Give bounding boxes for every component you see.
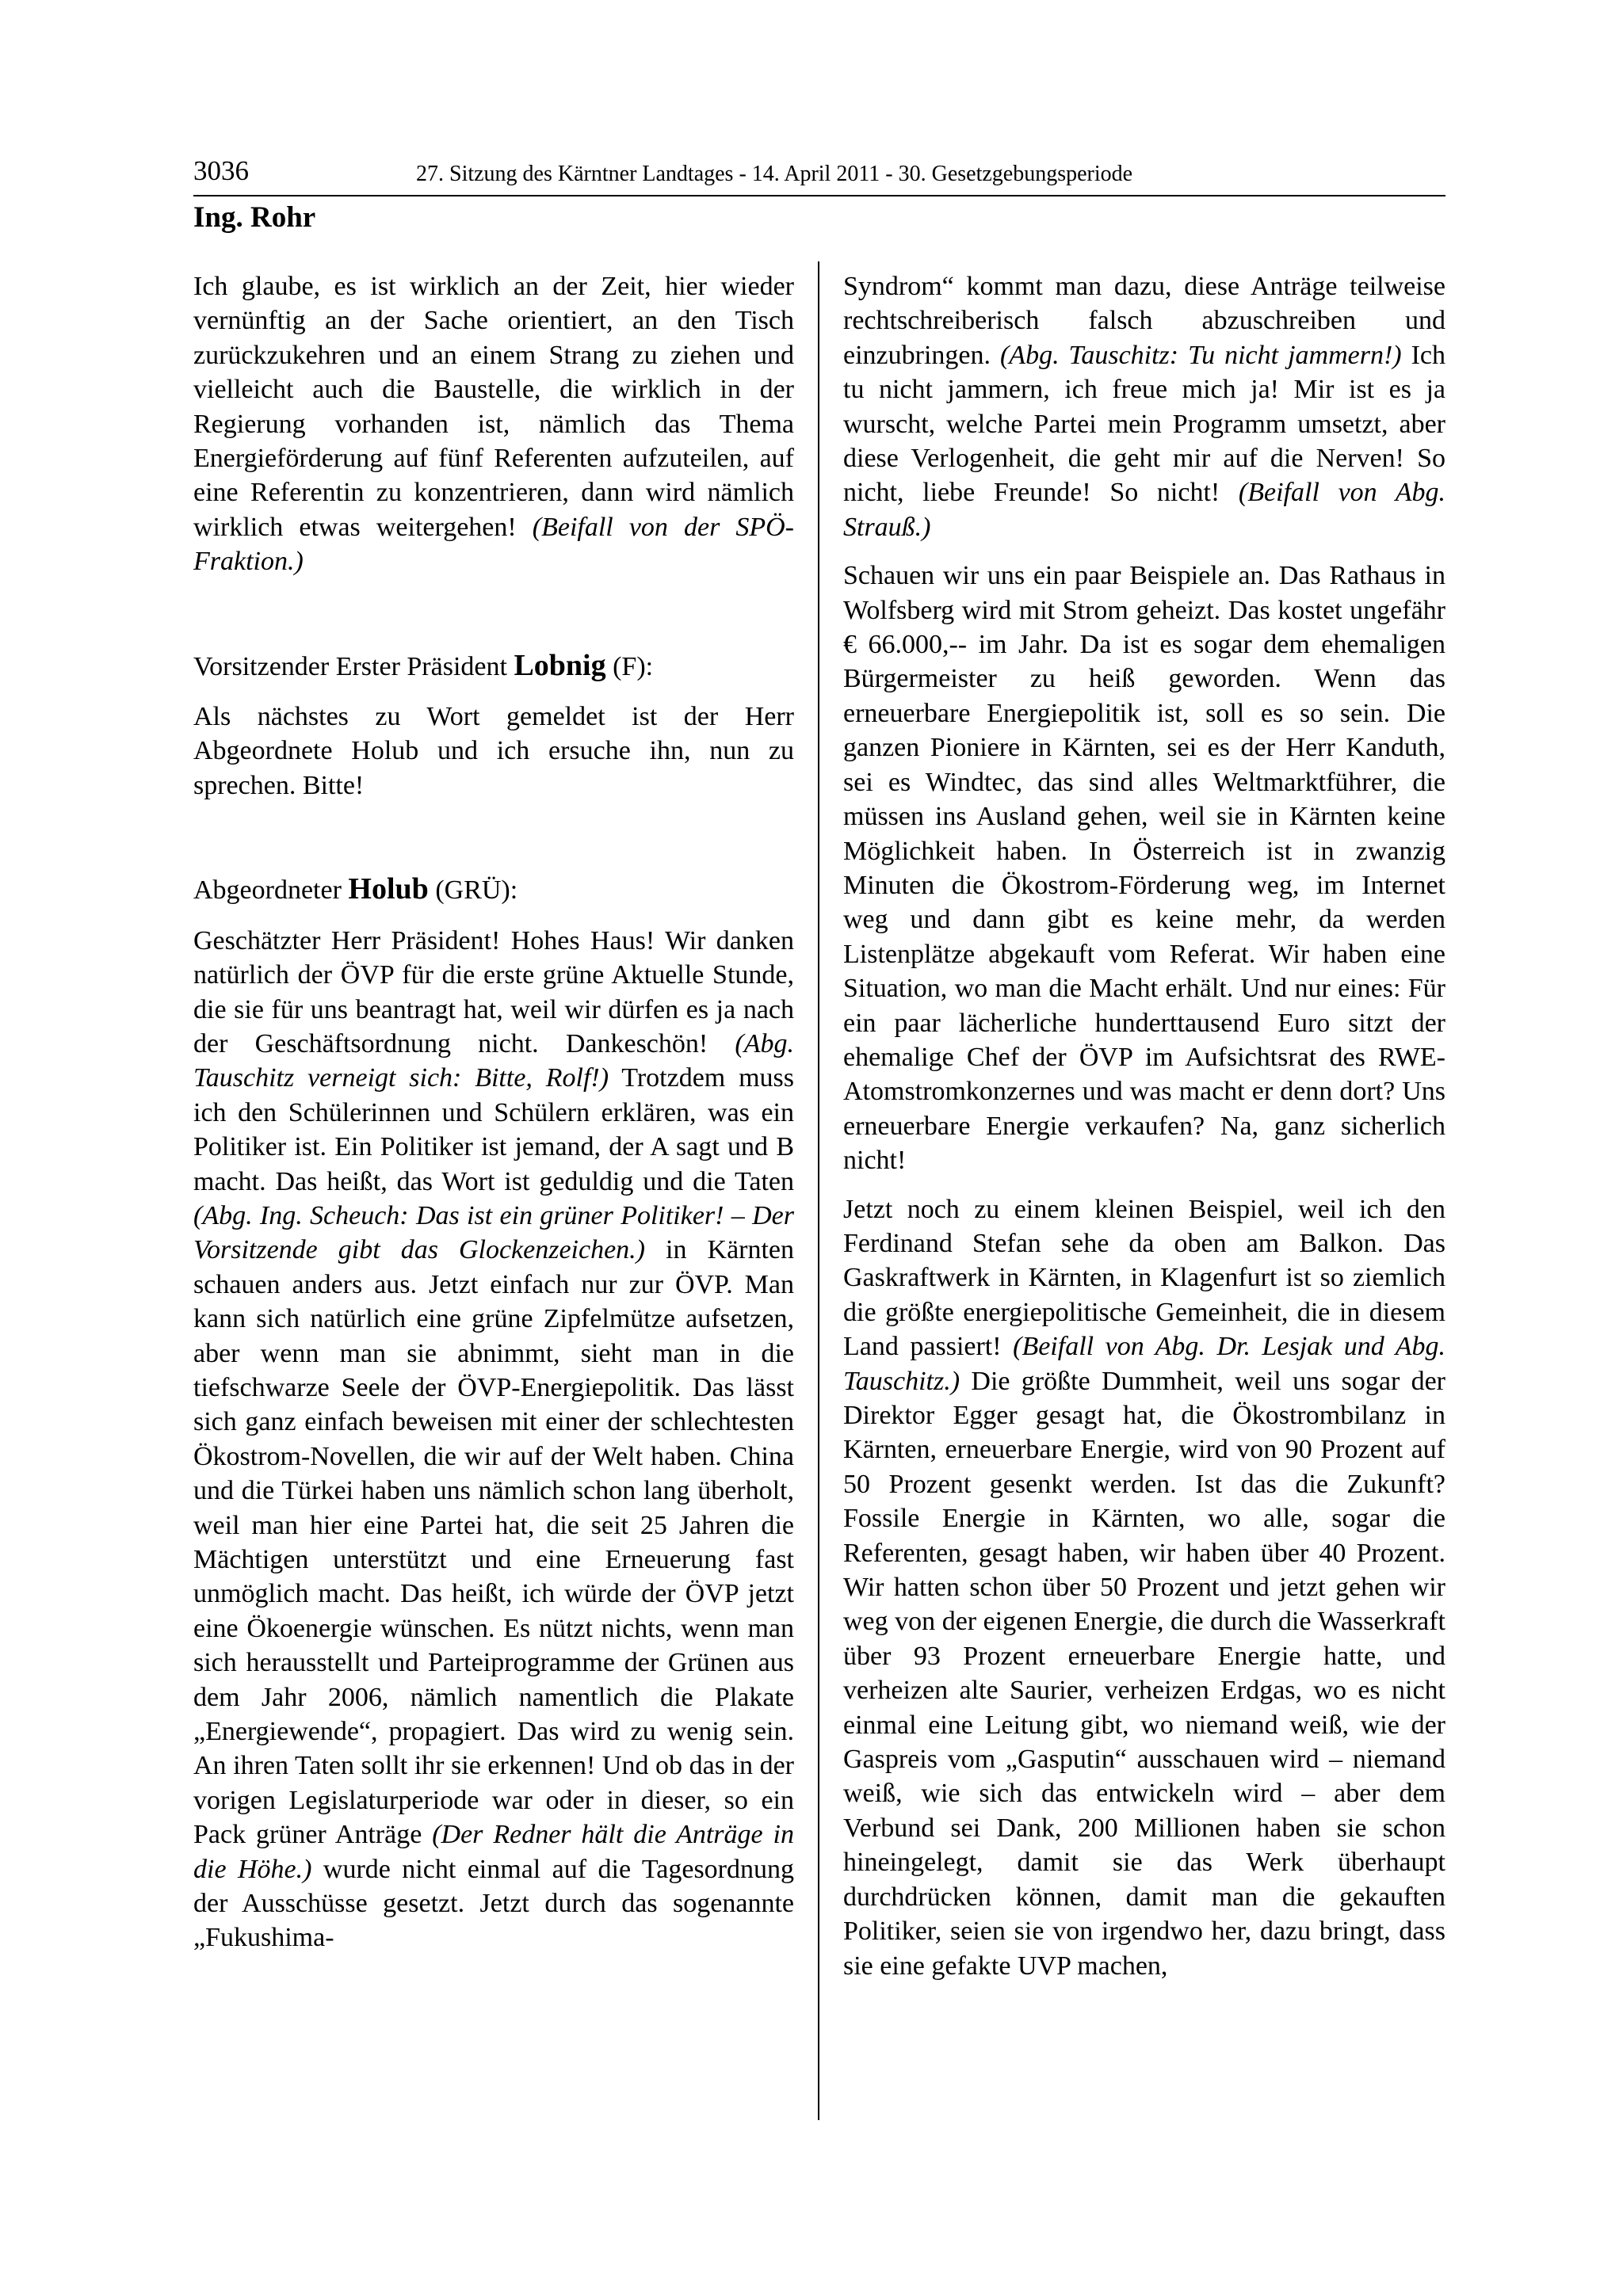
paragraph — [193, 924, 794, 1955]
running-speaker-name: Ing. Rohr — [193, 201, 316, 234]
speech-text: Syndrom“ kommt man dazu, diese Anträge teilweise rechtschreiberisch falsch abzuschreiben und einzubringen. — [843, 272, 1445, 370]
speech-text: Schauen wir uns ein paar Beispiele an. Das Rathaus in Wolfsberg wird mit Strom geheizt. Das kostet ungefähr € 66.000,-- im Jahr. Da ist es sogar dem ehemaligen Bürgermeister zu heiß geworden. Wenn das erneuerbare Energiepolitik ist, soll es so sein. Die ganzen Pioniere in Kärnten, sei es der Herr Kanduth, sei es Windtec, das sind alles Weltmarktführer, die müssen ins Ausland gehen, weil sie in Kärnten keine Möglichkeit haben. In Österreich ist in zwanzig Minuten die Ökostrom-Förderung weg, im Internet weg und dann gibt es keine mehr, da werden Listenplätze abgekauft vom Referat. Wir haben eine Situation, wo man die Macht erhält. Und nur eines: Für ein paar lächerliche hunderttausend Euro sitzt der ehemalige Chef der ÖVP im Aufsichtsrat des RWE-Atomstromkonzernes und was macht er denn dort? Uns erneuerbare Energie verkaufen? Na, ganz sicherlich nicht! — [843, 561, 1445, 1176]
speaker-name: Lobnig — [514, 648, 606, 682]
speaker-name: Holub — [348, 872, 429, 906]
page-number: 3036 — [193, 155, 249, 186]
left-column — [193, 269, 794, 1955]
interjection: (Abg. Ing. Scheuch: Das ist ein grüner Politiker! – Der Vorsitzende gibt das Glockenzeichen.) — [193, 1200, 794, 1265]
speaker-role: Vorsitzender Erster Präsident — [193, 651, 507, 681]
interjection: (Beifall von der SPÖ-Fraktion.) — [193, 512, 795, 577]
speech-text: wurde nicht einmal auf die Tagesordnung der Ausschüsse gesetzt. Jetzt durch das sogenannte „Fukushima- — [193, 1854, 795, 1953]
speech-text: Die größte Dummheit, weil uns sogar der Direktor Egger gesagt hat, die Ökostrombilanz in Kärnten, erneuerbare Energie, wird von 90 Prozent auf 50 Prozent gesenkt werden. Ist das die Zukunft? Fossile Energie in Kärnten, wo alle, sogar die Referenten, gesagt haben, wir haben über 40 Prozent. Wir hatten schon über 50 Prozent und jetzt gehen wir weg von der eigenen Energie, die durch die Wasserkraft über 93 Prozent erneuerbare Energie hatte, und verheizen alte Saurier, verheizen Erdgas, wo es nicht einmal eine Leitung gibt, wo niemand weiß, wie der Gaspreis vom „Gasputin“ ausschauen wird – niemand weiß, wie sich das entwickeln wird – aber dem Verbund sei Dank, 200 Millionen haben sie schon hineingelegt, damit sie das Werk überhaupt durchdrücken können, damit man die gekauften Politiker, seien sie von irgendwo her, dazu bringt, dass sie eine gefakte UVP machen, — [843, 1366, 1445, 1981]
speaker-role: Abgeordneter — [193, 875, 342, 906]
speech-text: Ich tu nicht jammern, ich freue mich ja! Mir ist es ja wurscht, welche Partei mein Programm umsetzt, aber diese Verlogenheit, die geht mir auf die Nerven! So nicht, liebe Freunde! So nicht! — [843, 340, 1446, 508]
speech-text: Trotzdem muss ich den Schülerinnen und Schülern erklären, was ein Politiker ist. Ein Politiker ist jemand, der A sagt und B macht. Das heißt, das Wort ist geduldig und die Taten — [193, 1063, 794, 1196]
header-divider — [193, 195, 1445, 196]
paragraph — [193, 700, 794, 803]
interjection: (Abg. Tauschitz verneigt sich: Bitte, Rolf!) — [193, 1028, 794, 1093]
speaker-party: (GRÜ): — [435, 875, 518, 906]
interjection: (Beifall von Abg. Dr. Lesjak und Abg. Tauschitz.) — [843, 1332, 1445, 1396]
paragraph — [193, 269, 794, 579]
right-column — [843, 269, 1445, 1983]
speech-text: Ich glaube, es ist wirklich an der Zeit, hier wieder vernünftig an der Sache orientiert, an den Tisch zurückzukehren und an einem Strang zu ziehen und vielleicht auch die Baustelle, die wirklich in der Regierung vorhanden ist, nämlich das Thema Energieförderung auf fünf Referenten aufzuteilen, auf eine Referentin zu konzentrieren, dann wird nämlich wirklich etwas weitergehen! — [193, 272, 794, 542]
speech-text: Jetzt noch zu einem kleinen Beispiel, weil ich den Ferdinand Stefan sehe da oben am Balkon. Das Gaskraftwerk in Kärnten, in Klagenfurt ist so ziemlich die größte energiepolitische Gemeinheit, die in diesem Land passiert! — [843, 1194, 1445, 1362]
speech-text: Geschätzter Herr Präsident! Hohes Haus! Wir danken natürlich der ÖVP für die erste grüne Aktuelle Stunde, die sie für uns beantragt hat, weil wir dürfen es ja nach der Geschäftsordnung nicht. Dankeschön! — [193, 925, 794, 1058]
paragraph — [843, 269, 1445, 544]
speech-text: Als nächstes zu Wort gemeldet ist der Herr Abgeordnete Holub und ich ersuche ihn, nun zu sprechen. Bitte! — [193, 702, 794, 800]
session-header: 27. Sitzung des Kärntner Landtages - 14. April 2011 - 30. Gesetzgebungsperiode — [416, 162, 1133, 186]
speaker-party: (F): — [613, 651, 654, 681]
column-divider — [818, 261, 819, 2120]
paragraph — [843, 559, 1445, 1177]
interjection: (Beifall von Abg. Strauß.) — [843, 478, 1445, 542]
interjection: (Abg. Tauschitz: Tu nicht jammern!) — [999, 340, 1402, 370]
interjection: (Der Redner hält die Anträge in die Höhe.) — [193, 1820, 794, 1884]
paragraph — [843, 1192, 1445, 1983]
speaker-heading — [193, 872, 794, 907]
speaker-heading — [193, 649, 794, 684]
speech-text: in Kärnten schauen anders aus. Jetzt einfach nur zur ÖVP. Man kann sich natürlich eine grüne Zipfelmütze aufsetzen, aber wenn man sie abnimmt, sieht man in die tiefschwarze Seele der ÖVP-Energiepolitik. Das lässt sich ganz einfach beweisen mit einer der schlechtesten Ökostrom-Novellen, die wir auf der Welt haben. China und die Türkei haben uns nämlich schon lang überholt, weil man hier eine Partei hat, die seit 25 Jahren die Mächtigen unterstützt und eine Erneuerung fast unmöglich macht. Das heißt, ich würde der ÖVP jetzt eine Ökoenergie wünschen. Es nützt nichts, wenn man sich herausstellt und Parteiprogramme der Grünen aus dem Jahr 2006, nämlich namentlich die Plakate „Energiewende“, propagiert. Das wird zu wenig sein. An ihren Taten sollt ihr sie erkennen! Und ob das in der vorigen Legislaturperiode war oder in dieser, so ein Pack grüner Anträge — [193, 1235, 795, 1850]
